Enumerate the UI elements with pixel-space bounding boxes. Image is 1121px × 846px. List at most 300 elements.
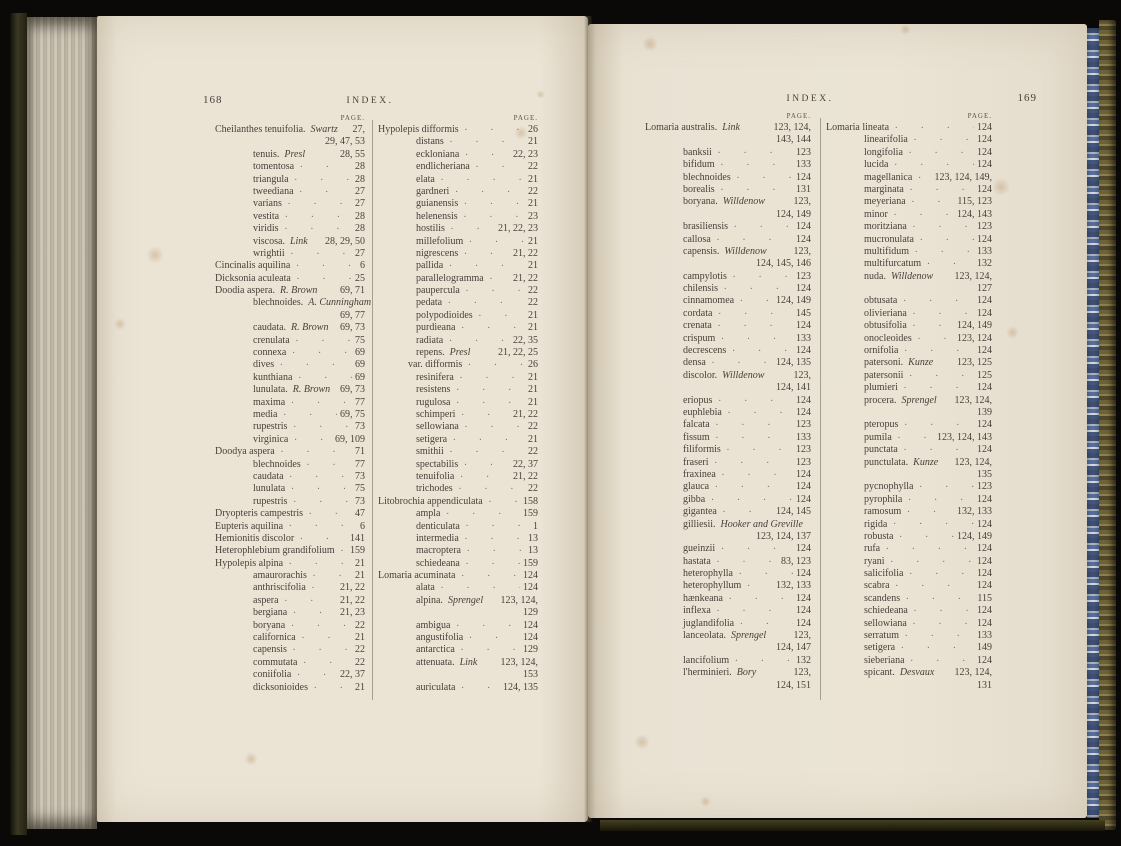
index-entry bbox=[215, 632, 365, 644]
entry-pages: 145 bbox=[796, 307, 811, 319]
index-entry bbox=[215, 384, 365, 396]
dot-leader bbox=[306, 582, 337, 594]
index-entry bbox=[826, 667, 992, 679]
dot-leader bbox=[721, 444, 793, 456]
entry-pages: 123 bbox=[796, 456, 811, 468]
index-entry bbox=[378, 136, 538, 148]
entry-pages: 73 bbox=[355, 470, 365, 482]
entry-name: inflexa bbox=[683, 605, 711, 617]
entry-pages: 21, 22 bbox=[340, 594, 365, 606]
marbled-page-edge bbox=[1087, 28, 1099, 818]
index-entry bbox=[645, 234, 811, 246]
index-entry bbox=[645, 605, 811, 617]
index-entry bbox=[645, 184, 811, 196]
index-entry bbox=[378, 322, 538, 334]
entry-pages-continuation bbox=[215, 310, 365, 322]
index-entry bbox=[215, 149, 365, 161]
dot-leader bbox=[277, 409, 337, 421]
entry-name: Doodya aspera bbox=[215, 446, 275, 458]
entry-pages: 69, 75 bbox=[340, 408, 365, 420]
index-entry bbox=[645, 519, 811, 531]
dot-leader bbox=[728, 221, 793, 233]
entry-pages: 21 bbox=[528, 198, 538, 210]
dot-leader bbox=[914, 234, 974, 246]
entry-name: millefolium bbox=[416, 235, 464, 247]
running-head: INDEX. bbox=[786, 94, 834, 104]
dot-leader bbox=[888, 209, 954, 221]
entry-pages: 22 bbox=[355, 619, 365, 631]
entry-name: caudata bbox=[253, 470, 284, 482]
entry-name: plumieri bbox=[864, 382, 898, 394]
index-entry bbox=[645, 295, 811, 307]
entry-name: sellowiana bbox=[864, 617, 907, 629]
entry-name: resinifera bbox=[416, 371, 454, 383]
index-entry bbox=[215, 545, 365, 557]
dot-leader bbox=[294, 533, 347, 545]
entry-pages: 124 bbox=[977, 568, 992, 580]
index-entry bbox=[378, 236, 538, 248]
index-entry bbox=[645, 147, 811, 159]
dot-leader bbox=[274, 359, 352, 371]
entry-name: obtusata bbox=[864, 295, 898, 307]
index-entry bbox=[378, 632, 538, 644]
index-entry bbox=[378, 310, 538, 322]
index-entry bbox=[378, 421, 538, 433]
entry-name: nigrescens bbox=[416, 247, 459, 259]
index-entry bbox=[645, 370, 811, 382]
dot-leader bbox=[449, 186, 525, 198]
entry-name: gibba bbox=[683, 493, 706, 505]
entry-pages: 123 bbox=[977, 481, 992, 493]
index-entry bbox=[378, 657, 538, 669]
entry-pages: 69, 73 bbox=[340, 322, 365, 334]
entry-name: Lomaria australis. bbox=[645, 122, 718, 133]
dot-leader bbox=[440, 508, 520, 520]
entry-pages: 123, bbox=[793, 630, 811, 642]
entry-name: hostilis bbox=[416, 223, 445, 235]
entry-pages-continuation bbox=[826, 283, 992, 295]
entry-pages: 123, 124, bbox=[954, 456, 992, 468]
entry-pages: 133 bbox=[977, 245, 992, 257]
entry-name: polypodioides bbox=[416, 309, 473, 321]
entry-name: pedata bbox=[416, 297, 443, 309]
dot-leader bbox=[458, 459, 510, 471]
dot-leader bbox=[450, 397, 525, 409]
entry-name: resistens bbox=[416, 384, 451, 396]
entry-name: anthriscifolia bbox=[253, 582, 306, 594]
entry-pages: 21 bbox=[528, 371, 538, 383]
entry-name: juglandifolia bbox=[683, 617, 735, 629]
page-left bbox=[97, 16, 588, 822]
entry-pages: 22 bbox=[528, 446, 538, 458]
index-entry bbox=[378, 682, 538, 694]
entry-authority: Willdenow bbox=[890, 270, 934, 282]
dot-leader bbox=[887, 519, 974, 531]
entry-pages: 124 bbox=[977, 580, 992, 592]
column-page-label: PAGE. bbox=[513, 114, 538, 122]
dot-leader bbox=[933, 357, 954, 369]
entry-name: varians bbox=[253, 198, 282, 210]
entry-name: fraseri bbox=[683, 456, 709, 468]
dot-leader bbox=[729, 655, 793, 667]
dot-leader bbox=[285, 397, 352, 409]
dot-leader bbox=[455, 322, 525, 334]
index-entry bbox=[645, 246, 811, 258]
dot-leader bbox=[898, 419, 974, 431]
index-entry bbox=[826, 457, 992, 469]
dot-leader bbox=[895, 642, 974, 654]
entry-pages-continuation bbox=[378, 669, 538, 681]
entry-pages: 123, bbox=[793, 369, 811, 381]
entry-pages: 124 bbox=[977, 146, 992, 158]
index-entry bbox=[645, 481, 811, 493]
dot-leader bbox=[279, 211, 352, 223]
index-entry bbox=[826, 568, 992, 580]
index-entry bbox=[215, 570, 365, 582]
index-entry bbox=[645, 221, 811, 233]
index-entry bbox=[826, 605, 992, 617]
entry-name: maxima bbox=[253, 396, 286, 408]
index-entry bbox=[215, 682, 365, 694]
entry-name: punctulata. bbox=[864, 456, 909, 468]
entry-pages: 124 bbox=[523, 632, 538, 644]
entry-name: denticulata bbox=[416, 520, 460, 532]
entry-pages: 124 bbox=[977, 654, 992, 666]
dot-leader bbox=[442, 297, 525, 309]
index-entry bbox=[215, 471, 365, 483]
index-entry bbox=[826, 395, 992, 407]
index-entry bbox=[645, 357, 811, 369]
entry-authority: Link bbox=[722, 122, 740, 133]
index-entry bbox=[215, 335, 365, 347]
entry-name: setigera bbox=[864, 642, 896, 654]
dot-leader bbox=[282, 198, 352, 210]
entry-pages: 28, 29, 50 bbox=[325, 235, 365, 247]
entry-pages: 123, 124, bbox=[500, 656, 538, 668]
entry-authority: Willdenow bbox=[724, 245, 767, 257]
entry-name: trichodes bbox=[416, 483, 453, 495]
entry-pages: 13 bbox=[528, 545, 538, 557]
index-entry bbox=[215, 521, 365, 533]
entry-authority: Link bbox=[289, 235, 308, 247]
dot-leader bbox=[715, 159, 793, 171]
dot-leader bbox=[458, 211, 525, 223]
index-entry bbox=[645, 556, 811, 568]
index-entry bbox=[826, 531, 992, 543]
dot-leader bbox=[455, 409, 510, 421]
index-entry bbox=[215, 285, 365, 297]
index-entry bbox=[645, 568, 811, 580]
entry-pages: 124 bbox=[796, 283, 811, 295]
entry-pages: 28 bbox=[355, 161, 365, 173]
book-cover-right-edge bbox=[1099, 20, 1116, 830]
entry-pages: 124 bbox=[977, 134, 992, 146]
index-entry bbox=[826, 295, 992, 307]
entry-name: guianensis bbox=[416, 198, 459, 210]
book-cover-left-edge bbox=[10, 13, 27, 835]
dot-leader bbox=[435, 582, 520, 594]
dot-leader bbox=[285, 248, 352, 260]
entry-name: gigantea bbox=[683, 506, 717, 518]
entry-pages: 139 bbox=[977, 406, 992, 418]
dot-leader bbox=[335, 545, 347, 557]
entry-pages-continuation bbox=[826, 680, 992, 692]
entry-pages: 123 bbox=[977, 221, 992, 233]
entry-pages: 132 bbox=[977, 258, 992, 270]
index-entry bbox=[378, 558, 538, 570]
entry-pages: 26 bbox=[528, 124, 538, 135]
dot-leader bbox=[715, 184, 793, 196]
index-entry bbox=[826, 444, 992, 456]
index-entry bbox=[378, 211, 538, 223]
dot-leader bbox=[767, 246, 791, 258]
dot-leader bbox=[892, 432, 934, 444]
dot-leader bbox=[741, 580, 773, 592]
entry-name: scabra bbox=[864, 580, 890, 592]
entry-pages: 124, 151 bbox=[776, 679, 811, 691]
entry-name: glauca bbox=[683, 481, 710, 493]
entry-pages: 25 bbox=[355, 272, 365, 284]
index-entry bbox=[215, 533, 365, 545]
entry-pages: 22, 37 bbox=[340, 669, 365, 681]
entry-pages: 123 bbox=[796, 270, 811, 282]
index-entry bbox=[215, 434, 365, 446]
dot-leader bbox=[301, 459, 352, 471]
index-entry bbox=[215, 186, 365, 198]
dot-leader bbox=[711, 556, 778, 568]
index-column bbox=[378, 112, 538, 694]
entry-name: Hemionitis discolor bbox=[215, 532, 295, 544]
entry-pages: 115 bbox=[977, 592, 992, 604]
entry-name: sieberiana bbox=[864, 654, 905, 666]
entry-pages: 124 bbox=[977, 295, 992, 307]
index-entry bbox=[826, 221, 992, 233]
entry-pages: 124 bbox=[977, 382, 992, 394]
entry-name: fissum bbox=[683, 431, 710, 443]
entry-pages: 73 bbox=[355, 495, 365, 507]
entry-authority: Swartz bbox=[310, 124, 338, 135]
entry-name: rigida bbox=[864, 518, 888, 530]
entry-name: Dryopteris campestris bbox=[215, 508, 304, 520]
entry-name: eriopus bbox=[683, 394, 713, 406]
entry-pages: 124 bbox=[977, 307, 992, 319]
entry-name: setigera bbox=[416, 433, 448, 445]
entry-pages: 123, 124, 149, bbox=[934, 171, 992, 183]
index-entry bbox=[826, 196, 992, 208]
entry-pages: 28 bbox=[355, 223, 365, 235]
entry-name: salicifolia bbox=[864, 568, 904, 580]
entry-pages: 123, 124, bbox=[500, 594, 538, 606]
entry-pages: 124 bbox=[977, 183, 992, 195]
entry-name: alpina. bbox=[416, 594, 443, 606]
dot-leader bbox=[294, 186, 352, 198]
index-entry bbox=[378, 545, 538, 557]
entry-name: Hypolepis difformis bbox=[378, 124, 459, 135]
entry-name: pumila bbox=[864, 431, 892, 443]
index-entry bbox=[826, 172, 992, 184]
entry-name: Eupteris aquilina bbox=[215, 520, 284, 532]
index-entry bbox=[645, 618, 811, 630]
entry-authority: R. Brown bbox=[292, 384, 331, 396]
dot-leader bbox=[450, 384, 525, 396]
entry-pages: 133 bbox=[796, 159, 811, 171]
dot-leader bbox=[455, 644, 520, 656]
entry-pages: 124 bbox=[977, 345, 992, 357]
entry-authority: Hooker and Greville bbox=[720, 518, 803, 530]
entry-pages: 124 bbox=[796, 592, 811, 604]
index-entry bbox=[215, 582, 365, 594]
entry-name: hænkeana bbox=[683, 592, 723, 604]
index-entry bbox=[378, 260, 538, 272]
dot-leader bbox=[285, 483, 352, 495]
entry-name: heterophylla bbox=[683, 568, 733, 580]
entry-pages-continuation bbox=[645, 680, 811, 692]
entry-name: magellanica bbox=[864, 171, 913, 183]
index-entry bbox=[826, 382, 992, 394]
entry-pages: 141 bbox=[350, 532, 365, 544]
entry-pages: 149 bbox=[977, 642, 992, 654]
index-entry bbox=[378, 335, 538, 347]
dot-leader bbox=[712, 308, 793, 320]
entry-name: lucida bbox=[864, 159, 889, 171]
entry-pages: 123, bbox=[793, 245, 811, 257]
entry-pages: 123, bbox=[793, 667, 811, 679]
book-cover-bottom-edge bbox=[600, 820, 1105, 831]
entry-name: multifidum bbox=[864, 245, 909, 257]
index-entry bbox=[826, 308, 992, 320]
dot-leader bbox=[727, 271, 793, 283]
entry-name: blechnoides bbox=[253, 458, 301, 470]
dot-leader bbox=[455, 570, 520, 582]
entry-pages: 124 bbox=[796, 233, 811, 245]
entry-name: nuda. bbox=[864, 270, 886, 282]
dot-leader bbox=[718, 283, 793, 295]
entry-pages: 21 bbox=[528, 433, 538, 445]
dot-leader bbox=[764, 370, 790, 382]
entry-pages: 21 bbox=[355, 681, 365, 693]
dot-leader bbox=[904, 184, 974, 196]
dot-leader bbox=[297, 657, 352, 669]
index-entry bbox=[645, 333, 811, 345]
index-entry bbox=[378, 409, 538, 421]
index-entry bbox=[215, 322, 365, 334]
entry-pages: 22, 35 bbox=[513, 334, 538, 346]
dot-leader bbox=[711, 605, 793, 617]
dot-leader bbox=[709, 481, 793, 493]
index-entry bbox=[378, 496, 538, 508]
index-entry bbox=[826, 419, 992, 431]
entry-name: paupercula bbox=[416, 285, 460, 297]
entry-name: intermedia bbox=[416, 532, 459, 544]
entry-pages-continuation bbox=[645, 531, 811, 543]
dot-leader bbox=[473, 310, 525, 322]
dot-leader bbox=[443, 260, 525, 272]
index-entry bbox=[826, 159, 992, 171]
entry-name: ampla bbox=[416, 508, 441, 520]
index-entry bbox=[215, 496, 365, 508]
column-page-label: PAGE. bbox=[340, 114, 365, 122]
column-page-label: PAGE. bbox=[967, 112, 992, 120]
index-entry bbox=[378, 570, 538, 582]
entry-name: blechnoides bbox=[683, 171, 731, 183]
entry-name: brasiliensis bbox=[683, 221, 728, 233]
entry-pages: 22 bbox=[528, 483, 538, 495]
entry-name: schimperi bbox=[416, 408, 456, 420]
entry-name: patersoni. bbox=[864, 357, 904, 369]
entry-authority: Willdenow bbox=[722, 196, 765, 208]
dot-leader bbox=[470, 347, 495, 359]
index-entry bbox=[645, 271, 811, 283]
index-entry bbox=[645, 593, 811, 605]
index-entry bbox=[826, 593, 992, 605]
entry-name: smithii bbox=[416, 446, 444, 458]
entry-pages: 124 bbox=[523, 570, 538, 582]
entry-pages-continuation bbox=[645, 258, 811, 270]
dot-leader bbox=[459, 533, 525, 545]
entry-pages: 77 bbox=[355, 396, 365, 408]
index-entry bbox=[645, 122, 811, 134]
entry-name: angustifolia bbox=[416, 632, 464, 644]
entry-name: callosa bbox=[683, 233, 711, 245]
dot-leader bbox=[305, 149, 337, 161]
entry-pages: 69, 73 bbox=[340, 384, 365, 396]
index-entry bbox=[645, 407, 811, 419]
entry-name: tenuis. bbox=[253, 148, 280, 160]
entry-name: boryana. bbox=[683, 196, 718, 208]
dot-leader bbox=[903, 370, 974, 382]
entry-name: dives bbox=[253, 359, 275, 371]
entry-pages: 21, 22, 25 bbox=[498, 347, 538, 359]
index-entry bbox=[378, 149, 538, 161]
entry-name: banksii bbox=[683, 146, 712, 158]
index-entry bbox=[645, 506, 811, 518]
dot-leader bbox=[462, 359, 525, 371]
entry-pages: 22 bbox=[528, 297, 538, 309]
index-entry bbox=[378, 186, 538, 198]
dot-leader bbox=[803, 519, 811, 531]
dot-leader bbox=[913, 481, 974, 493]
index-entry bbox=[378, 372, 538, 384]
entry-name: euphlebia bbox=[683, 406, 722, 418]
entry-pages: 28 bbox=[355, 173, 365, 185]
index-entry bbox=[645, 494, 811, 506]
dot-leader bbox=[292, 372, 352, 384]
index-entry bbox=[645, 432, 811, 444]
entry-authority: Sprengel bbox=[731, 630, 767, 642]
dot-leader bbox=[726, 345, 793, 357]
index-entry bbox=[645, 196, 811, 208]
entry-authority: Willdenow bbox=[722, 369, 765, 381]
entry-name: discolor. bbox=[683, 369, 718, 381]
index-entry bbox=[215, 607, 365, 619]
dot-leader bbox=[308, 236, 322, 248]
entry-pages: 22 bbox=[528, 185, 538, 197]
entry-name: auriculata bbox=[416, 681, 456, 693]
dot-leader bbox=[287, 607, 337, 619]
entry-pages: 21 bbox=[528, 384, 538, 396]
dot-leader bbox=[294, 161, 352, 173]
dot-leader bbox=[461, 545, 525, 557]
index-entry bbox=[215, 236, 365, 248]
entry-pages: 123, 124, bbox=[954, 667, 992, 679]
index-column bbox=[645, 110, 811, 692]
dot-leader bbox=[460, 521, 530, 533]
dot-leader bbox=[934, 667, 951, 679]
entry-name: virginica bbox=[253, 433, 289, 445]
entry-name: kunthiana bbox=[253, 371, 293, 383]
index-entry bbox=[215, 595, 365, 607]
dot-leader bbox=[283, 558, 352, 570]
